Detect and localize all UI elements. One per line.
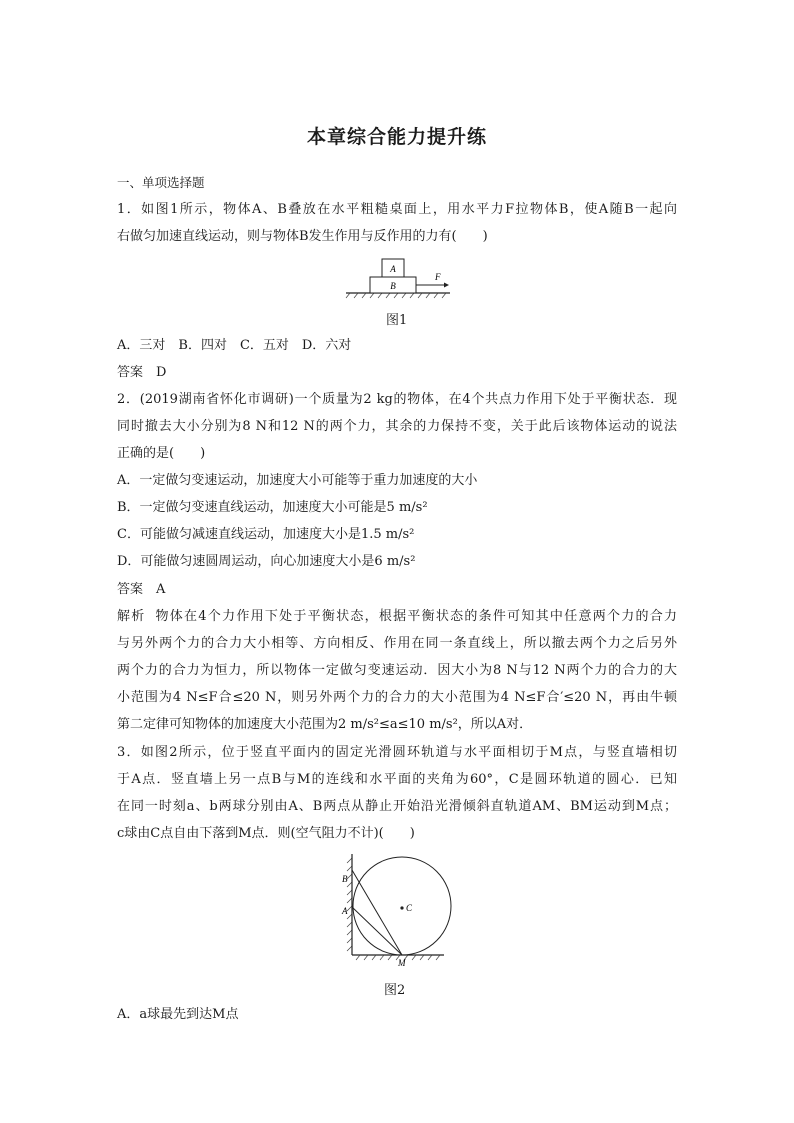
q3-stem-line3: 在同一时刻a、b两球分别由A、B两点从静止开始沿光滑倾斜直轨道AM、BM运动到M点； <box>117 799 677 814</box>
analysis-label: 解析 <box>117 609 146 624</box>
point-c-label: C <box>406 903 413 913</box>
q2-answer <box>117 581 165 599</box>
q1-options: A．三对 B．四对 C．五对 D．六对 <box>117 338 352 353</box>
analysis-text: 物体在4个力作用下处于平衡状态，根据平衡状态的条件可知其中任意两个力的合力 <box>155 609 677 624</box>
center-point <box>400 906 403 909</box>
q2-option-d: D．可能做匀速圆周运动，向心加速度大小是6 m/s² <box>117 554 416 569</box>
figure-2-diagram <box>338 852 453 970</box>
q1-answer <box>117 364 166 382</box>
q1-stem-line1: 1．如图1所示，物体A、B叠放在水平粗糙桌面上，用水平力F拉物体B，使A随B一起向 <box>117 202 677 217</box>
q1-stem-line2: 右做匀加速直线运动，则与物体B发生作用与反作用的力有( ) <box>117 229 488 244</box>
q2-stem-line1: 2．(2019湖南省怀化市调研)一个质量为2 kg的物体，在4个共点力作用下处于平衡状态．现 <box>117 392 677 407</box>
q3-stem-line4: c球由C点自由下落到M点．则(空气阻力不计)( ) <box>117 826 415 841</box>
page-title: 本章综合能力提升练 <box>306 126 487 148</box>
q2-option-b: B．一定做匀变速直线运动，加速度大小可能是5 m/s² <box>117 500 428 515</box>
track-bm <box>352 870 402 955</box>
point-m-label: M <box>398 958 406 968</box>
ground-hatch <box>346 293 446 298</box>
q2-analysis-line1 <box>117 608 677 626</box>
q2-stem-line3: 正确的是( ) <box>117 446 206 461</box>
answer-value: D <box>156 365 167 380</box>
figure-2-caption: 图2 <box>384 983 406 998</box>
q3-option-a: A．a球最先到达M点 <box>117 1007 239 1022</box>
figure-1-caption: 图1 <box>386 313 408 328</box>
block-b-label: B <box>390 281 396 291</box>
wall-hatch <box>347 858 352 951</box>
q2-analysis-line4: 小范围为4 N≤F合≤20 N，则另外两个力的合力的大小范围为4 N≤F合′≤20 N，再由牛顿 <box>117 690 677 705</box>
q3-stem-line2: 于A点．竖直墙上另一点B与M的连线和水平面的夹角为60°，C是圆环轨道的圆心．已知 <box>117 772 677 787</box>
force-label: F <box>435 272 441 282</box>
force-arrow-head <box>444 283 449 288</box>
section-heading: 一、单项选择题 <box>117 175 205 190</box>
q2-analysis-line3: 两个力的合力为恒力，所以物体一定做匀变速运动．因大小为8 N与12 N两个力的合力的大 <box>117 663 677 678</box>
q2-option-a: A．一定做匀变速运动，加速度大小可能等于重力加速度的大小 <box>117 473 478 488</box>
q2-analysis-line5: 第二定律可知物体的加速度大小范围为2 m/s²≤a≤10 m/s²，所以A对． <box>117 717 533 732</box>
block-a-label: A <box>390 264 396 274</box>
circular-track <box>353 857 451 955</box>
point-a-label: A <box>342 906 348 916</box>
answer-value: A <box>156 582 166 597</box>
figure-1-diagram <box>340 253 460 299</box>
answer-label: 答案 <box>117 365 144 380</box>
q2-analysis-line2: 与另外两个力的合力大小相等、方向相反、作用在同一条直线上，所以撤去两个力之后另外 <box>117 636 677 651</box>
answer-label: 答案 <box>117 582 144 597</box>
point-b-label: B <box>342 874 348 884</box>
q2-stem-line2: 同时撤去大小分别为8 N和12 N的两个力，其余的力保持不变，关于此后该物体运动的说法 <box>117 419 677 434</box>
q3-stem-line1: 3．如图2所示，位于竖直平面内的固定光滑圆环轨道与水平面相切于M点，与竖直墙相切 <box>117 745 677 760</box>
q2-option-c: C．可能做匀减速直线运动，加速度大小是1.5 m/s² <box>117 527 415 542</box>
